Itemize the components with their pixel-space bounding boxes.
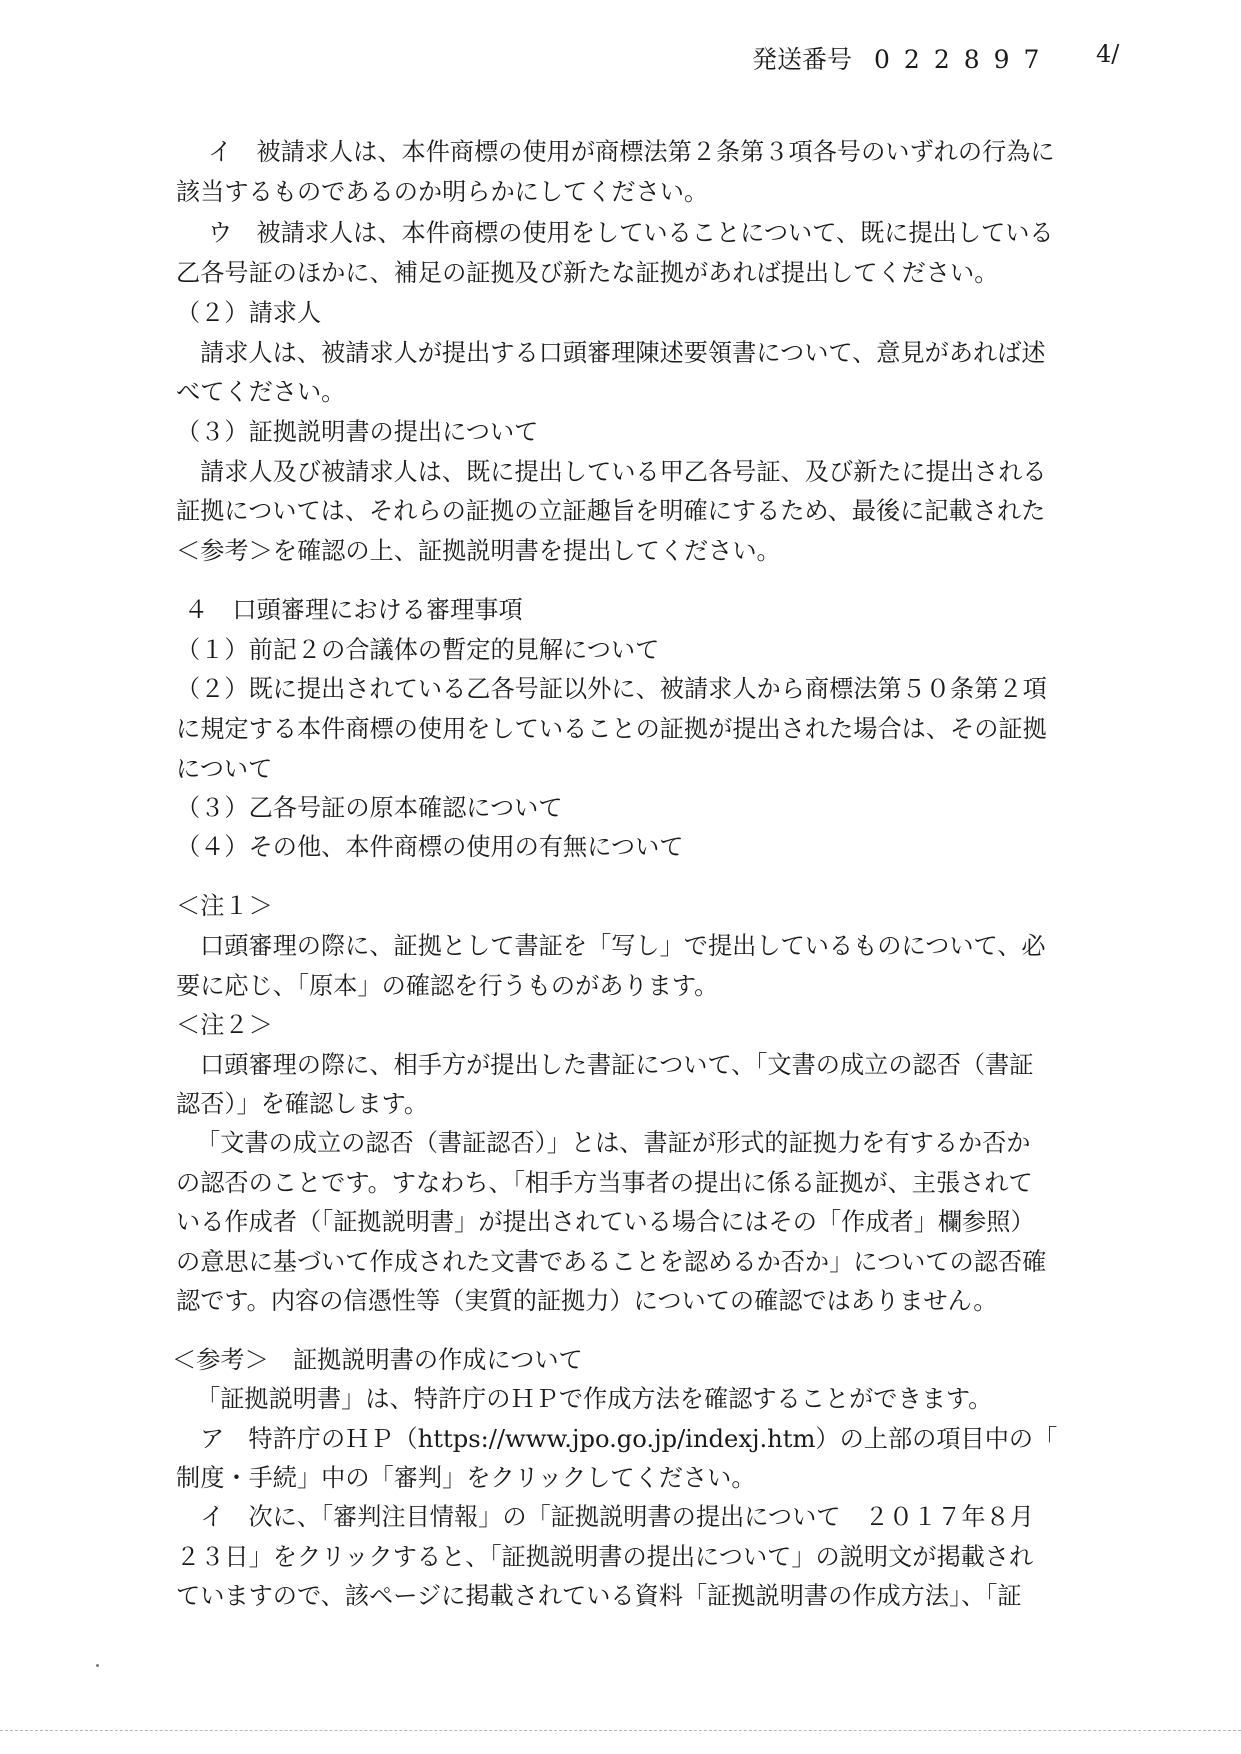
body-line: べてください。 <box>176 378 346 406</box>
body-line: 証拠については、それらの証拠の立証趣旨を明確にするため、最後に記載された <box>176 497 1046 525</box>
body-line: 制度・手続」中の「審判」をクリックしてください。 <box>176 1464 756 1492</box>
body-line: 「文書の成立の認否（書証認否）」とは、書証が形式的証拠力を有するか否か <box>196 1129 1031 1157</box>
body-line: 口頭審理の際に、証拠として書証を「写し」で提出しているものについて、必 <box>200 932 1046 960</box>
page-number: 4/ <box>1096 40 1120 68</box>
body-line: 認です。内容の信憑性等（実質的証拠力）についての確認ではありません。 <box>176 1287 998 1315</box>
dispatch-number-label: 発送番号 <box>752 45 853 74</box>
body-line: ア 特許庁のＨＰ（https://www.jpo.go.jp/indexj.htm）の上部の項目中の「 <box>200 1425 1058 1453</box>
body-line: （１）前記２の合議体の暫定的見解について <box>176 636 660 664</box>
body-line: ウ 被請求人は、本件商標の使用をしていることについて、既に提出している <box>208 219 1054 247</box>
section-heading: ４ 口頭審理における審理事項 <box>184 596 523 624</box>
body-line: （４）その他、本件商標の使用の有無について <box>176 833 684 861</box>
body-line: について <box>176 755 273 783</box>
scan-edge-line <box>0 1730 1241 1731</box>
body-line: （２）既に提出されている乙各号証以外に、被請求人から商標法第５０条第２項 <box>176 675 1047 703</box>
body-line: 口頭審理の際に、相手方が提出した書証について、「文書の成立の認否（書証 <box>200 1051 1034 1079</box>
body-line: 認否）」を確認します。 <box>176 1090 429 1118</box>
scan-speck <box>96 1664 99 1667</box>
body-line: 請求人は、被請求人が提出する口頭審理陳述要領書について、意見があれば述 <box>200 339 1046 367</box>
reference-heading: ＜参考＞ 証拠説明書の作成について <box>172 1346 583 1374</box>
body-line: （３）乙各号証の原本確認について <box>176 794 563 822</box>
note-heading: ＜注２＞ <box>176 1011 273 1039</box>
body-line: ２３日」をクリックすると、「証拠説明書の提出について」の説明文が掲載され <box>176 1543 1034 1571</box>
body-line: の意思に基づいて作成された文書であることを認めるか否か」についての認否確 <box>176 1248 1047 1276</box>
dispatch-number: 022897 <box>874 45 1054 74</box>
body-line: （２）請求人 <box>176 299 322 327</box>
body-line: （３）証拠説明書の提出について <box>176 418 539 446</box>
body-line: ＜参考＞を確認の上、証拠説明書を提出してください。 <box>176 537 781 565</box>
body-line: の認否のことです。すなわち、「相手方当事者の提出に係る証拠が、主張されて <box>176 1169 1033 1197</box>
note-heading: ＜注１＞ <box>176 892 273 920</box>
body-line: 該当するものであるのか明らかにしてください。 <box>176 178 709 206</box>
body-line: 要に応じ、「原本」の確認を行うものがあります。 <box>176 972 719 1000</box>
body-line: 請求人及び被請求人は、既に提出している甲乙各号証、及び新たに提出される <box>200 458 1047 486</box>
body-line: 「証拠説明書」は、特許庁のＨＰで作成方法を確認することができます。 <box>196 1385 993 1413</box>
document-header <box>752 40 1120 76</box>
body-line: イ 次に、「審判注目情報」の「証拠説明書の提出について ２０１７年８月 <box>200 1503 1034 1531</box>
body-line: 乙各号証のほかに、補足の証拠及び新たな証拠があれば提出してください。 <box>176 259 999 287</box>
body-line: いる作成者（「証拠説明書」が提出されている場合にはその「作成者」欄参照） <box>176 1208 1035 1236</box>
body-line: に規定する本件商標の使用をしていることの証拠が提出された場合は、その証拠 <box>176 715 1047 743</box>
body-line: ていますので、該ページに掲載されている資料「証拠説明書の作成方法」、「証 <box>176 1582 1022 1610</box>
body-line: イ 被請求人は、本件商標の使用が商標法第２条第３項各号のいずれの行為に <box>208 138 1055 166</box>
